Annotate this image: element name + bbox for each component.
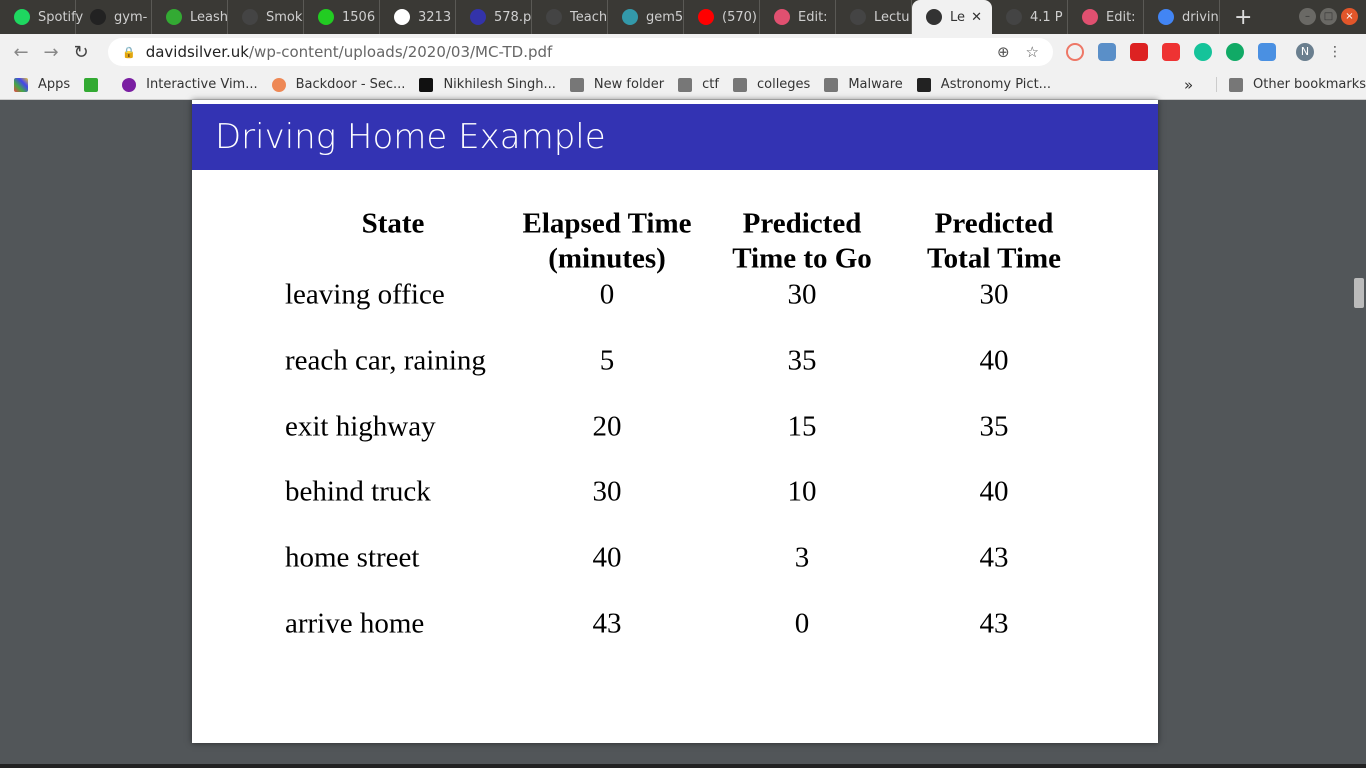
- bookmark-star-icon[interactable]: ☆: [1025, 43, 1039, 61]
- tab-label: Spotify: [38, 9, 84, 25]
- minimize-button[interactable]: –: [1299, 8, 1316, 25]
- value-cell: 0: [599, 278, 615, 311]
- column-header: Predicted: [934, 207, 1054, 240]
- grammarly-icon[interactable]: [1194, 43, 1212, 61]
- extension-icon[interactable]: [1066, 43, 1084, 61]
- tab-label: (570): [722, 9, 757, 25]
- tab[interactable]: [304, 0, 380, 34]
- state-cell: behind truck: [285, 475, 431, 508]
- value-cell: 43: [592, 607, 622, 640]
- value-cell: 15: [787, 410, 817, 443]
- value-cell: 43: [979, 541, 1009, 574]
- scrollbar[interactable]: [1354, 278, 1364, 308]
- column-header: Elapsed Time: [522, 207, 692, 240]
- extension-icon[interactable]: [1130, 43, 1148, 61]
- folder-icon: [678, 78, 692, 92]
- folder-icon: [824, 78, 838, 92]
- tab-favicon-icon: [850, 9, 866, 25]
- tab[interactable]: [684, 0, 760, 34]
- tab[interactable]: [608, 0, 684, 34]
- address-bar[interactable]: [108, 38, 1053, 66]
- value-cell: 35: [787, 344, 817, 377]
- state-cell: home street: [285, 541, 420, 574]
- bookmark-item[interactable]: [824, 77, 902, 92]
- other-bookmarks-label: Other bookmarks: [1253, 77, 1366, 92]
- hackerrank-icon: [419, 78, 433, 92]
- value-cell: 10: [787, 475, 817, 508]
- tab[interactable]: [836, 0, 912, 34]
- tab-label: drivin: [1182, 9, 1219, 25]
- toolbar: [0, 34, 1366, 70]
- column-header: (minutes): [548, 242, 666, 275]
- tab[interactable]: [912, 0, 992, 34]
- bookmark-item[interactable]: [570, 77, 664, 92]
- tab[interactable]: [0, 0, 84, 34]
- tab-label: gem5: [646, 9, 684, 25]
- value-cell: 20: [592, 410, 622, 443]
- tab-label: 3213: [418, 9, 452, 25]
- value-cell: 30: [787, 278, 817, 311]
- reload-icon[interactable]: ↻: [73, 41, 89, 63]
- tab[interactable]: [76, 0, 152, 34]
- state-cell: reach car, raining: [285, 344, 486, 377]
- value-cell: 40: [979, 475, 1009, 508]
- tab-favicon-icon: [14, 9, 30, 25]
- bookmark-label: Backdoor - Sec...: [295, 77, 406, 92]
- tab-favicon-icon: [774, 9, 790, 25]
- tab-label: 1506: [342, 9, 376, 25]
- forward-icon[interactable]: →: [43, 41, 59, 63]
- tab[interactable]: [456, 0, 532, 34]
- lock-icon: 🔒: [122, 45, 136, 59]
- tab[interactable]: [1068, 0, 1144, 34]
- tab[interactable]: [992, 0, 1068, 34]
- tab-favicon-icon: [242, 9, 258, 25]
- bookmark-label: Interactive Vim...: [146, 77, 258, 92]
- tab-favicon-icon: [1158, 9, 1174, 25]
- bookmark-label: Astronomy Pict...: [940, 77, 1052, 92]
- bookmark-item[interactable]: [678, 77, 719, 92]
- bookmarks-bar: [0, 70, 1366, 100]
- tab-favicon-icon: [90, 9, 106, 25]
- bookmark-item[interactable]: [419, 77, 555, 92]
- state-cell: exit highway: [285, 410, 436, 443]
- extension-icon[interactable]: [1098, 43, 1116, 61]
- tab[interactable]: [380, 0, 456, 34]
- state-cell: leaving office: [285, 278, 445, 311]
- value-cell: 43: [979, 607, 1009, 640]
- tab-favicon-icon: [698, 9, 714, 25]
- tab[interactable]: [152, 0, 228, 34]
- folder-icon: [733, 78, 747, 92]
- backdoor-icon: [272, 78, 286, 92]
- bookmark-label: Malware: [848, 77, 903, 92]
- tab-favicon-icon: [1006, 9, 1022, 25]
- slide-title: Driving Home Example: [192, 104, 1158, 170]
- tab-favicon-icon: [1082, 9, 1098, 25]
- bookmark-item[interactable]: [272, 77, 406, 92]
- bookmark-label: Nikhilesh Singh...: [443, 77, 556, 92]
- state-cell: arrive home: [285, 607, 425, 640]
- bookmark-label: New folder: [593, 77, 665, 92]
- pdf-page: [192, 100, 1158, 743]
- tab-label: Leash: [190, 9, 228, 25]
- tab-favicon-icon: [546, 9, 562, 25]
- profile-avatar[interactable]: N: [1296, 43, 1314, 61]
- folder-icon: [570, 78, 584, 92]
- tab-favicon-icon: [166, 9, 182, 25]
- tab[interactable]: [1144, 0, 1220, 34]
- maximize-button[interactable]: □: [1320, 8, 1337, 25]
- bookmark-item[interactable]: [917, 77, 1051, 92]
- tab-favicon-icon: [926, 9, 942, 25]
- value-cell: 40: [979, 344, 1009, 377]
- close-tab-icon[interactable]: ✕: [971, 9, 982, 25]
- value-cell: 30: [592, 475, 622, 508]
- tab-label: Le: [950, 9, 966, 25]
- bookmark-label: Apps: [38, 77, 71, 92]
- column-header: Total Time: [926, 242, 1062, 275]
- url-host: davidsilver.uk: [145, 43, 249, 61]
- window-controls: [1299, 8, 1358, 25]
- tab-label: 578.p: [494, 9, 532, 25]
- folder-icon: [1229, 78, 1243, 92]
- tab[interactable]: [228, 0, 304, 34]
- tab-favicon-icon: [470, 9, 486, 25]
- tab-favicon-icon: [622, 9, 638, 25]
- value-cell: 3: [794, 541, 810, 574]
- tab-label: Lectu: [874, 9, 910, 25]
- bookmark-item[interactable]: [14, 77, 70, 92]
- tab-label: Edit:: [1106, 9, 1136, 25]
- tab[interactable]: [760, 0, 836, 34]
- value-cell: 0: [794, 607, 810, 640]
- value-cell: 40: [592, 541, 622, 574]
- bookmark-item[interactable]: [733, 77, 810, 92]
- close-window-button[interactable]: ×: [1341, 8, 1358, 25]
- zoom-icon[interactable]: ⊕: [996, 43, 1010, 61]
- bookmark-label: ctf: [702, 77, 719, 92]
- value-cell: 35: [979, 410, 1009, 443]
- astronomy-icon: [917, 78, 931, 92]
- vim-icon: [122, 78, 136, 92]
- tab-favicon-icon: [318, 9, 334, 25]
- new-tab-button[interactable]: +: [1234, 4, 1253, 30]
- tab-label: gym-: [114, 9, 148, 25]
- leash-icon: [84, 78, 98, 92]
- bottom-edge: [0, 764, 1366, 768]
- back-icon[interactable]: ←: [13, 41, 29, 63]
- tab-label: Teach: [570, 9, 608, 25]
- tab-label: Edit:: [798, 9, 828, 25]
- other-bookmarks[interactable]: [1216, 77, 1366, 92]
- bookmark-item[interactable]: [122, 77, 257, 92]
- column-header: State: [361, 207, 425, 240]
- tab[interactable]: [532, 0, 608, 34]
- url-path: /wp-content/uploads/2020/03/MC-TD.pdf: [249, 43, 553, 61]
- apps-grid-icon: [14, 78, 28, 92]
- column-header: Predicted: [742, 207, 862, 240]
- tab-label: Smok: [266, 9, 303, 25]
- value-cell: 5: [599, 344, 615, 377]
- bookmark-label: colleges: [756, 77, 811, 92]
- tab-strip: [0, 0, 1366, 34]
- extension-icon[interactable]: [1258, 43, 1276, 61]
- extension-icon[interactable]: [1226, 43, 1244, 61]
- bookmark-item[interactable]: [84, 78, 108, 92]
- tab-label: 4.1 P: [1030, 9, 1063, 25]
- tab-favicon-icon: [394, 9, 410, 25]
- menu-icon[interactable]: ⋮: [1328, 44, 1342, 60]
- value-cell: 30: [979, 278, 1009, 311]
- extension-icon[interactable]: [1162, 43, 1180, 61]
- column-header: Time to Go: [732, 242, 872, 275]
- bookmarks-overflow-button[interactable]: »: [1184, 75, 1194, 94]
